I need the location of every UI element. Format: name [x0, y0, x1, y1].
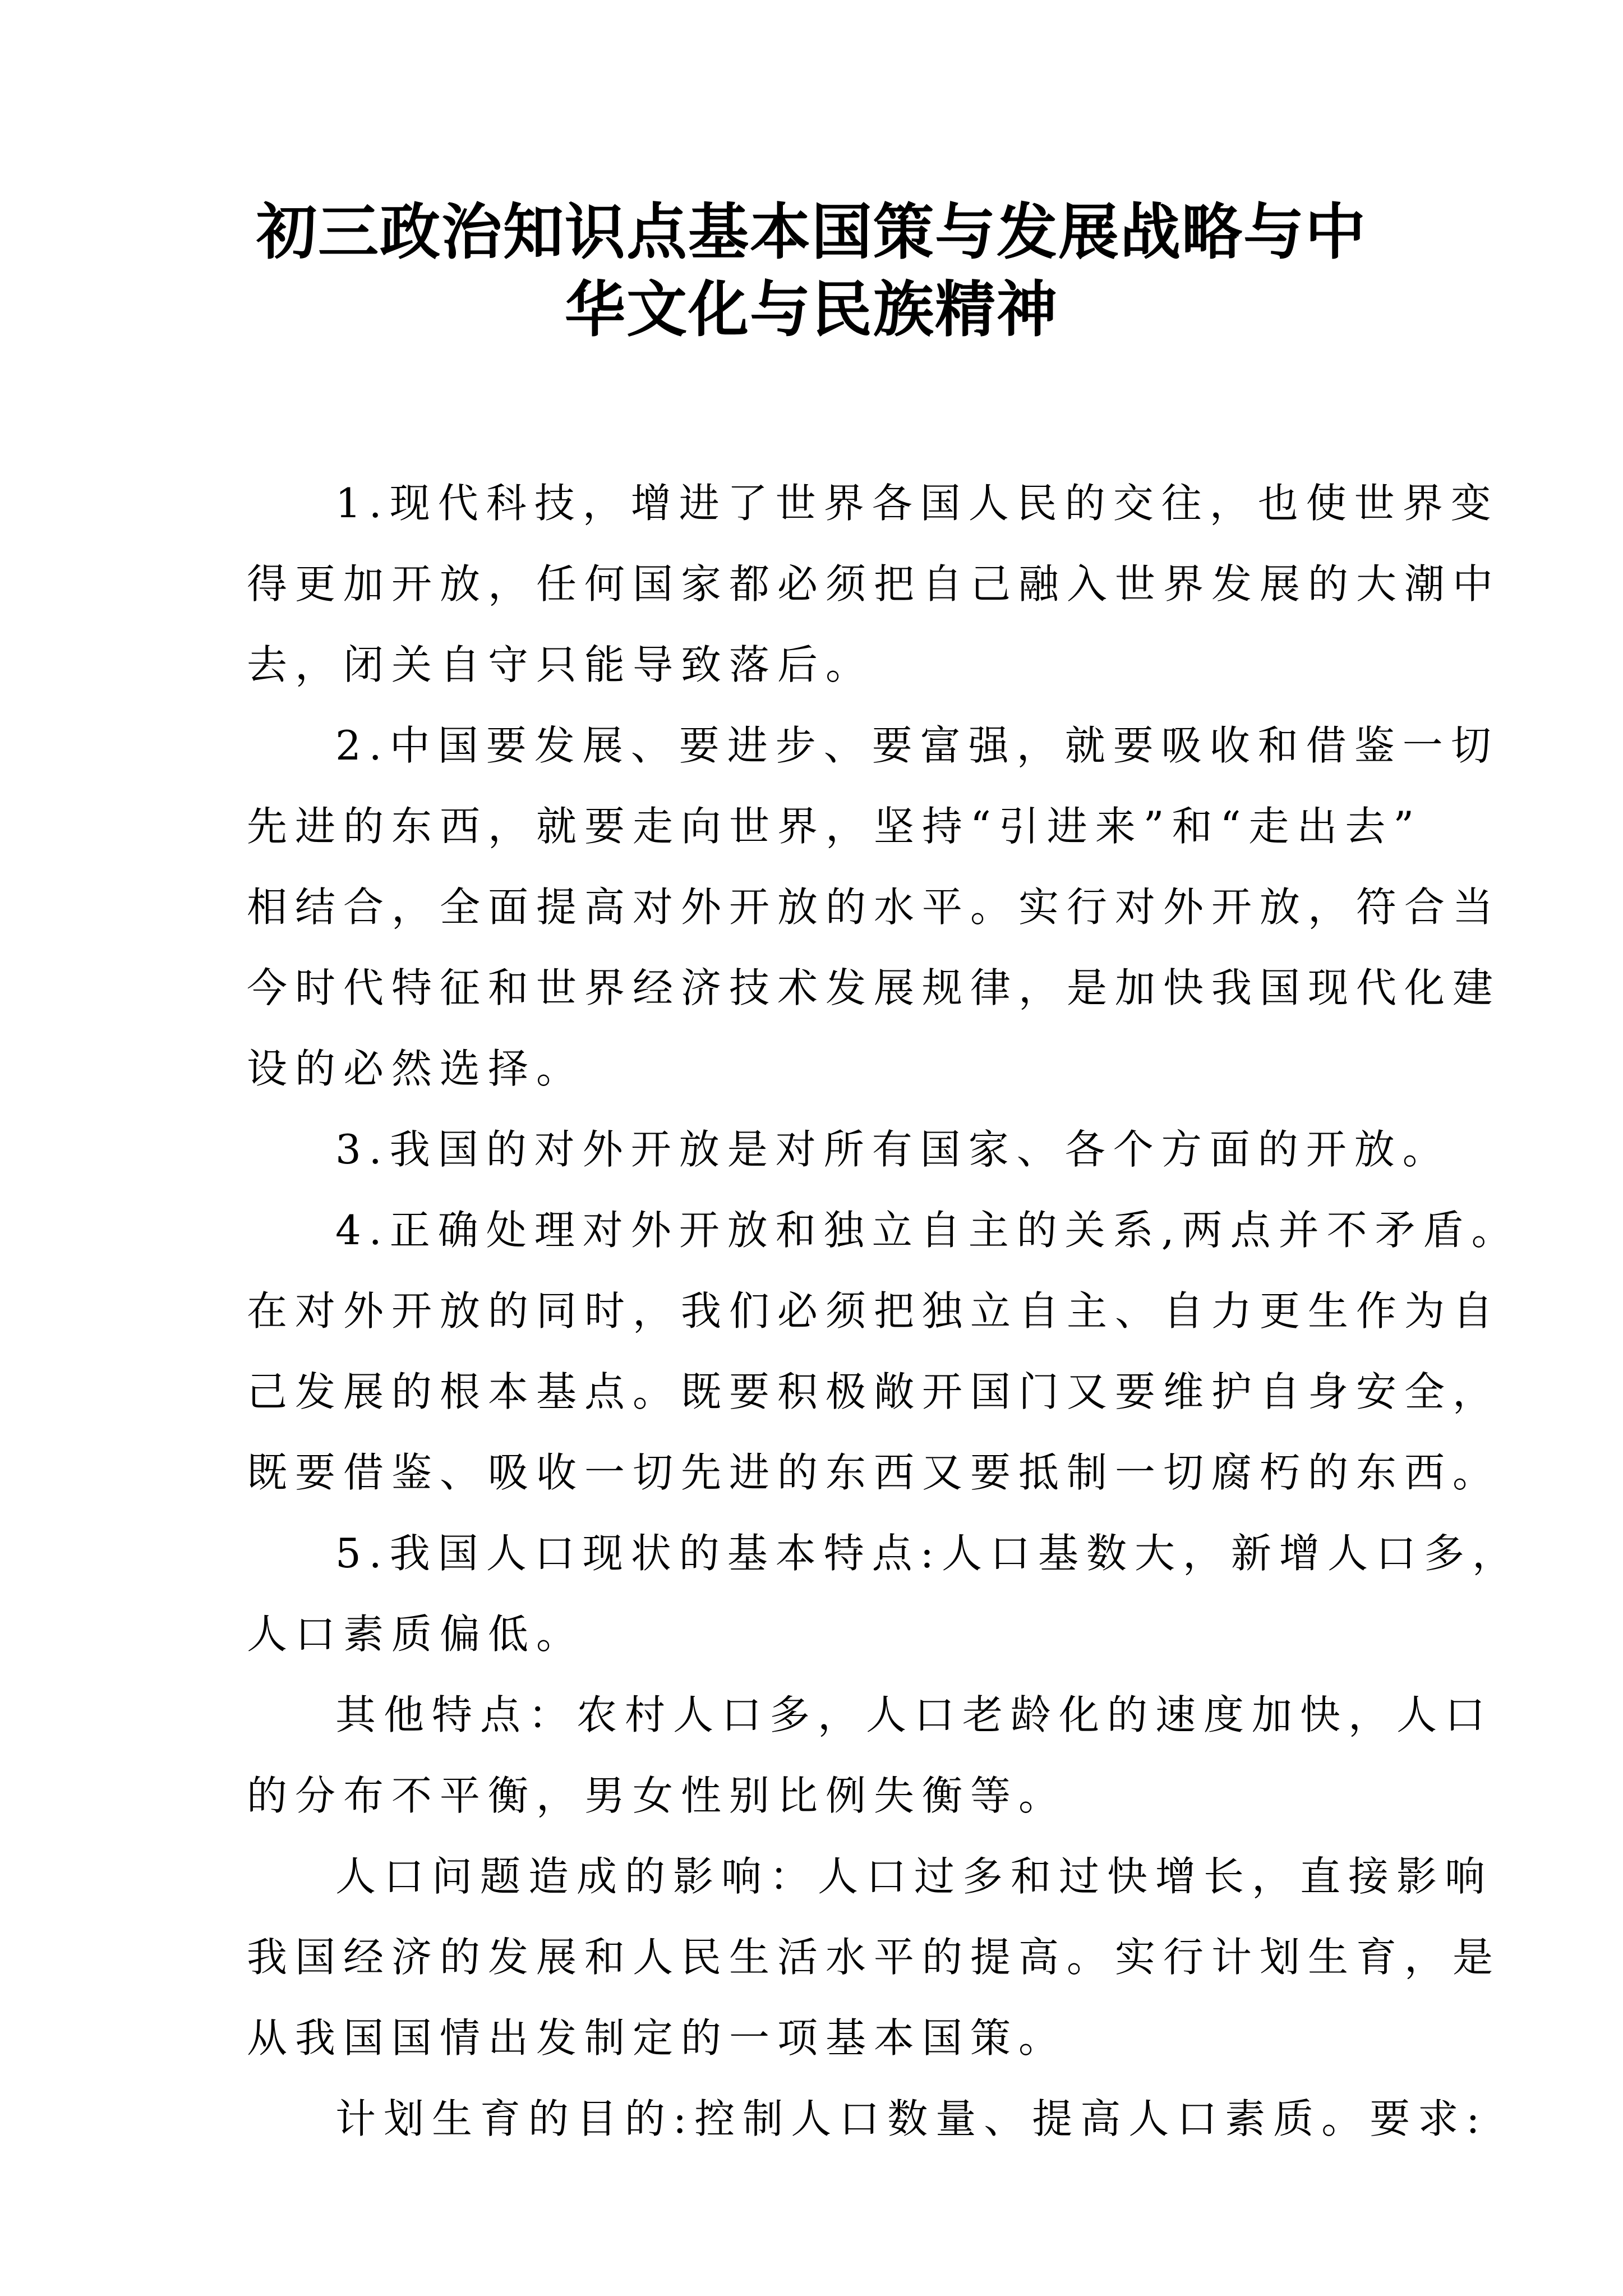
paragraph-line: 设的必然选择。 [247, 1045, 585, 1092]
paragraph-line: 今时代特征和世界经济技术发展规律，是加快我国现代化建 [247, 964, 1501, 1011]
paragraph-line: 我国经济的发展和人民生活水平的提高。实行计划生育，是 [247, 1934, 1501, 1981]
paragraph-4 [247, 1190, 1520, 1513]
paragraph-6 [247, 1674, 1493, 1836]
paragraph-line: 相结合，全面提高对外开放的水平。实行对外开放，符合当 [247, 884, 1501, 931]
paragraph-1 [247, 463, 1501, 705]
paragraph-line: 得更加开放，任何国家都必须把自己融入世界发展的大潮中 [247, 560, 1501, 608]
paragraph-line: 己发展的根本基点。既要积极敞开国门又要维护自身安全， [247, 1368, 1501, 1415]
paragraph-8 [247, 2078, 1488, 2159]
paragraph-line: 的分布不平衡，男女性别比例失衡等。 [247, 1772, 1067, 1819]
paragraph-line: 其他特点：农村人口多，人口老龄化的速度加快，人口 [335, 1691, 1493, 1738]
title-line-2: 华文化与民族精神 [564, 274, 1058, 345]
paragraph-line: 先进的东西，就要走向世界，坚持“引进来”和“走出去” [247, 803, 1422, 850]
paragraph-line: 3.我国的对外开放是对所有国家、各个方面的开放。 [335, 1126, 1451, 1173]
paragraph-5 [247, 1513, 1520, 1674]
paragraph-line: 1.现代科技，增进了世界各国人民的交往，也使世界变 [335, 480, 1499, 527]
paragraph-line: 人口问题造成的影响：人口过多和过快增长，直接影响 [335, 1853, 1493, 1900]
paragraph-line: 去，闭关自守只能导致落后。 [247, 641, 874, 688]
paragraph-line: 从我国国情出发制定的一项基本国策。 [247, 2014, 1067, 2062]
paragraph-2 [247, 705, 1501, 1109]
paragraph-line: 人口素质偏低。 [247, 1611, 585, 1658]
paragraph-line: 计划生育的目的:控制人口数量、提高人口素质。要求: [335, 2095, 1488, 2142]
paragraph-7 [247, 1836, 1501, 2078]
title-line-1: 初三政治知识点基本国策与发展战略与中 [256, 197, 1367, 268]
document-title [213, 194, 1410, 348]
paragraph-line: 5.我国人口现状的基本特点:人口基数大，新增人口多， [335, 1530, 1520, 1577]
paragraph-line: 在对外开放的同时，我们必须把独立自主、自力更生作为自 [247, 1287, 1501, 1335]
paragraph-line: 4.正确处理对外开放和独立自主的关系,两点并不矛盾。 [335, 1207, 1520, 1254]
document-body [247, 463, 1520, 2159]
paragraph-3 [247, 1109, 1451, 1190]
paragraph-line: 2.中国要发展、要进步、要富强，就要吸收和借鉴一切 [335, 722, 1499, 769]
paragraph-line: 既要借鉴、吸收一切先进的东西又要抵制一切腐朽的东西。 [247, 1449, 1501, 1496]
